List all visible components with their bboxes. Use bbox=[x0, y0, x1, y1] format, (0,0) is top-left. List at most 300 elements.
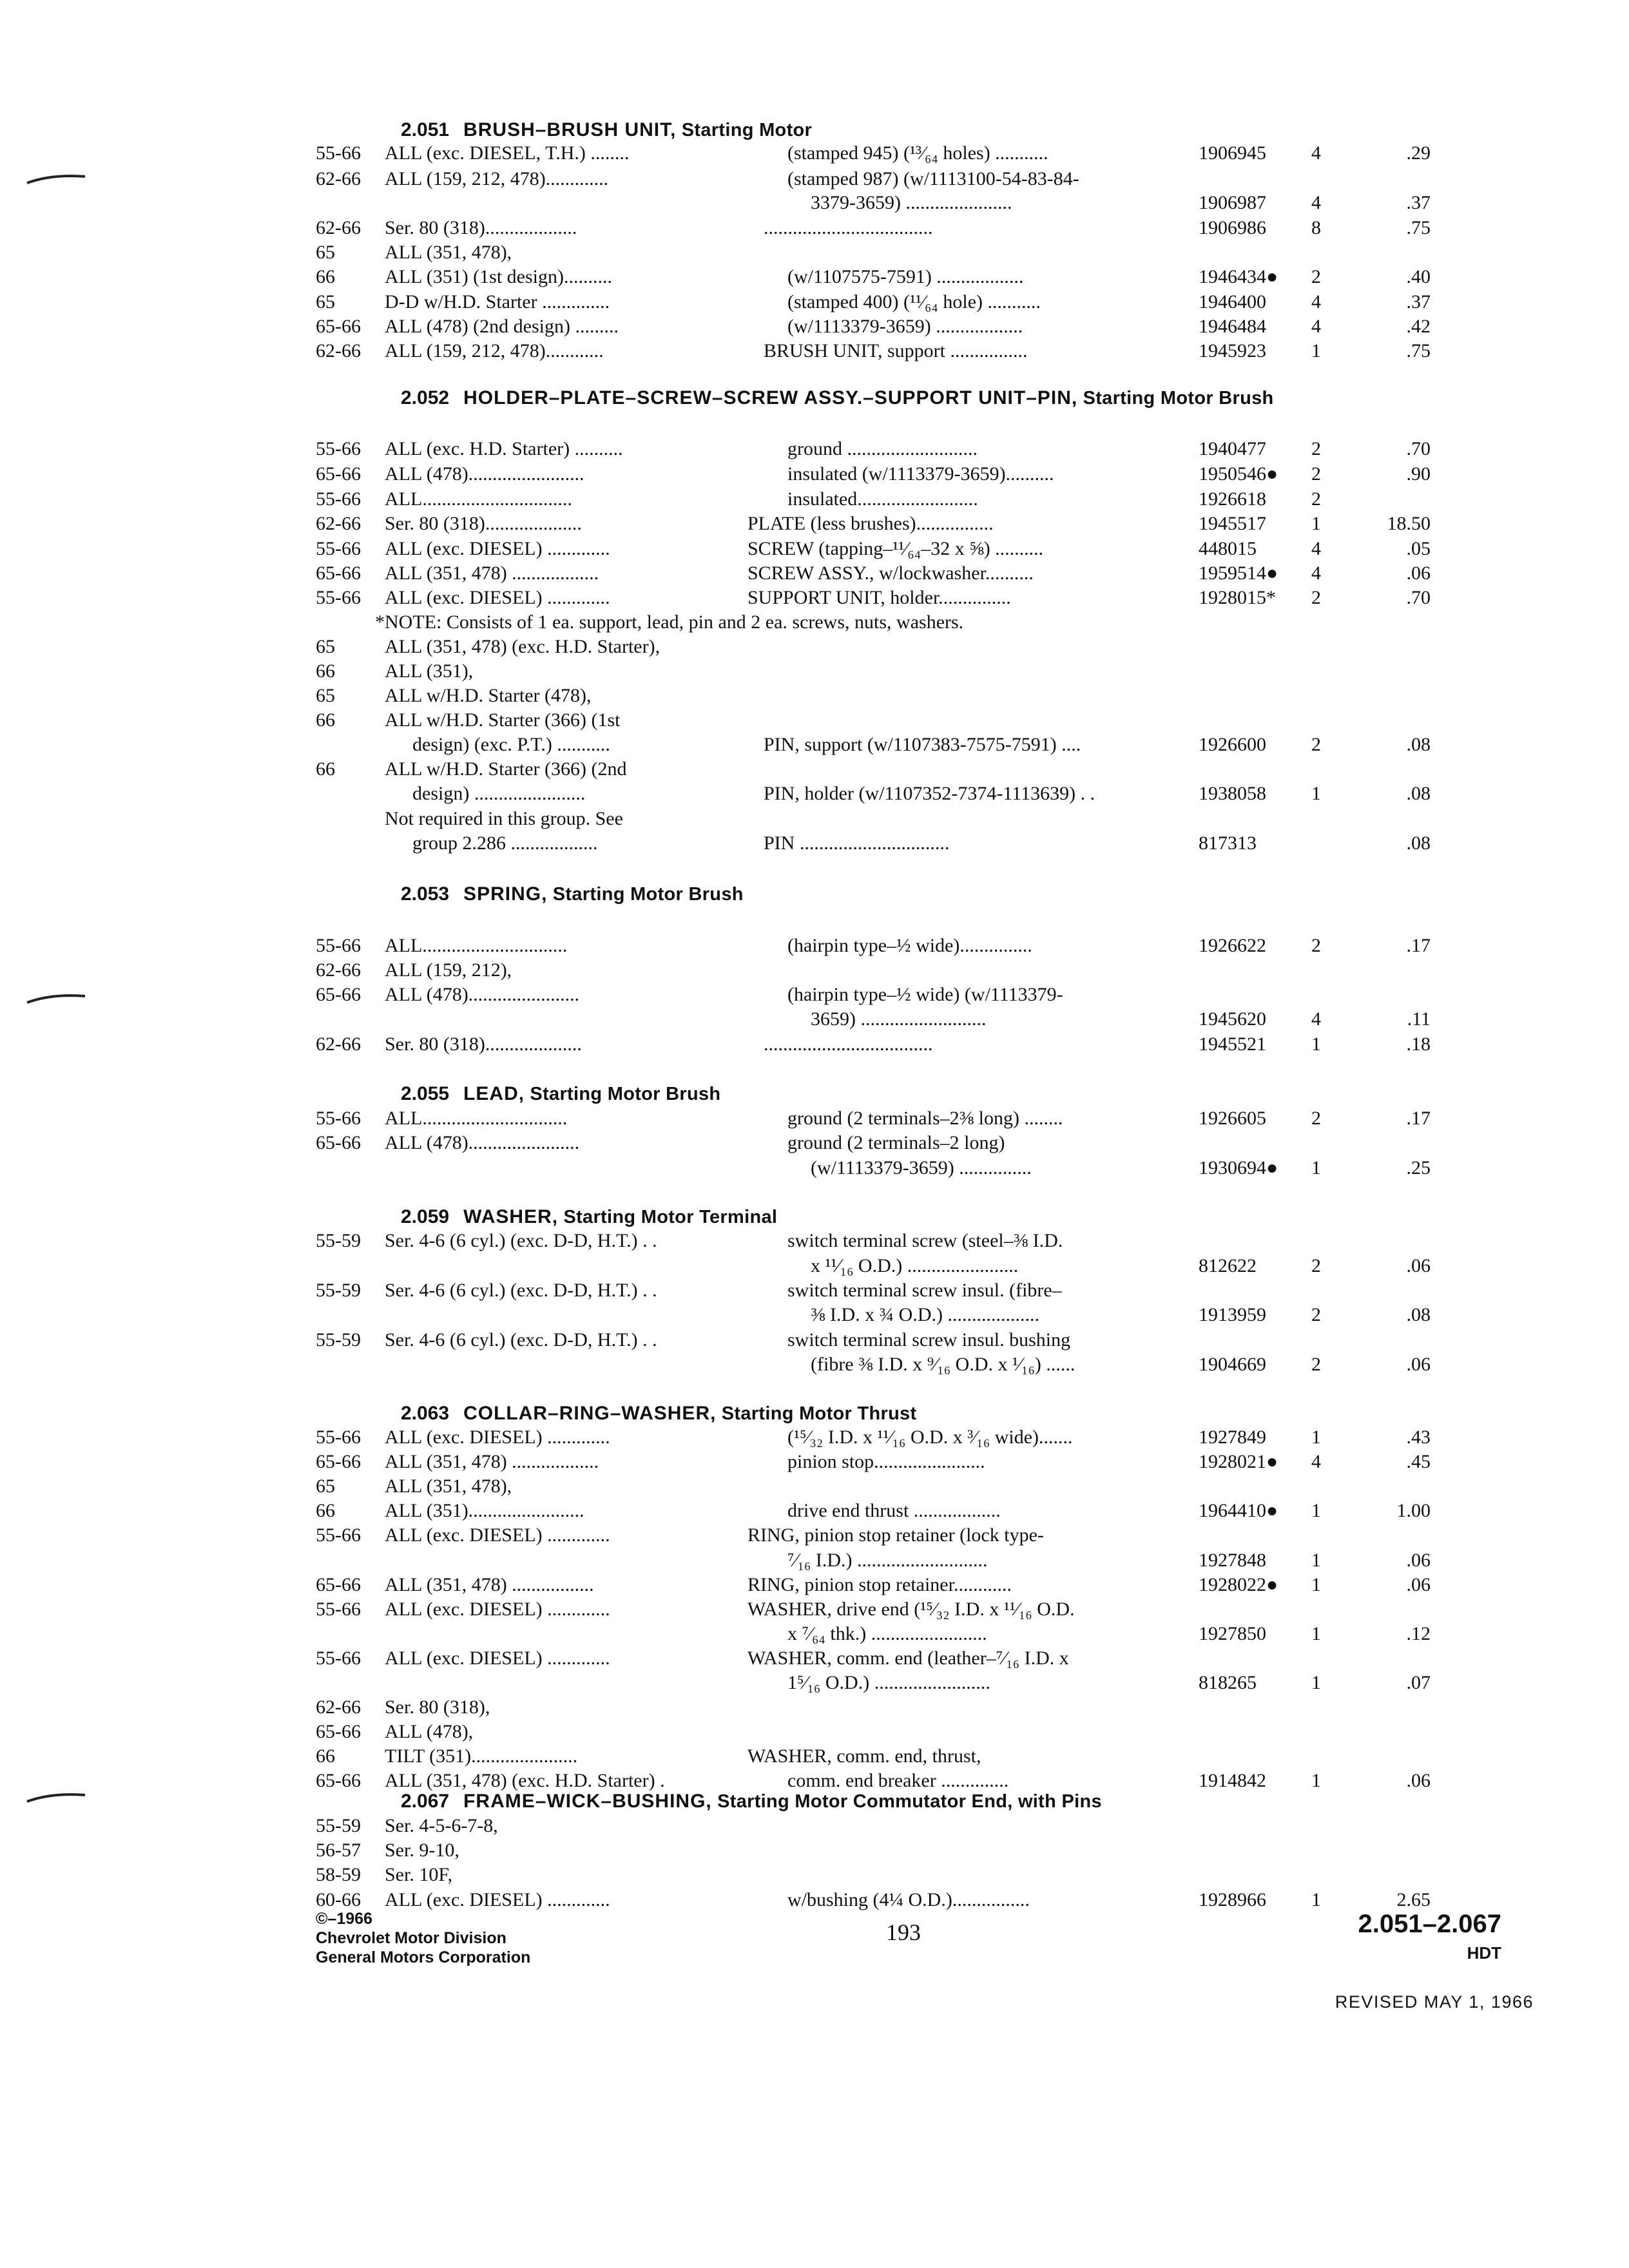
price-cell: .40 bbox=[1406, 266, 1431, 287]
description-cell: SUPPORT UNIT, holder............... bbox=[747, 587, 1011, 608]
application-cell: ALL.............................. bbox=[385, 1108, 568, 1129]
quantity-cell: 4 bbox=[1311, 538, 1321, 559]
parts-row bbox=[0, 1597, 1629, 1622]
description-cell: (w/1113379-3659) .................. bbox=[787, 316, 1023, 337]
year-cell: 62-66 bbox=[316, 513, 361, 534]
description-cell: PIN, support (w/1107383-7575-7591) .... bbox=[764, 734, 1081, 755]
year-cell: 65-66 bbox=[316, 1451, 361, 1472]
parts-row bbox=[0, 1006, 1629, 1032]
group-subtitle: Starting Motor Brush bbox=[1083, 388, 1274, 408]
price-cell: .05 bbox=[1406, 538, 1431, 559]
part-number-cell: 1927849 bbox=[1199, 1427, 1266, 1448]
application-cell: ALL w/H.D. Starter (478), bbox=[385, 685, 592, 706]
part-number-cell: 1946434● bbox=[1199, 266, 1278, 287]
application-cell: ALL w/H.D. Starter (366) (2nd bbox=[385, 758, 627, 780]
price-cell: .18 bbox=[1406, 1033, 1431, 1055]
year-cell: 65 bbox=[316, 291, 335, 312]
group-number: 2.063 bbox=[401, 1403, 450, 1424]
parts-row bbox=[0, 1695, 1629, 1720]
description-cell: switch terminal screw insul. bushing bbox=[787, 1329, 1071, 1350]
application-cell: Ser. 4-6 (6 cyl.) (exc. D-D, H.T.) . . bbox=[385, 1329, 657, 1350]
description-cell: switch terminal screw (steel–⅜ I.D. bbox=[787, 1230, 1063, 1251]
part-number-cell: 1930694● bbox=[1199, 1157, 1278, 1178]
price-cell: .11 bbox=[1407, 1008, 1431, 1030]
parts-row bbox=[0, 1327, 1629, 1353]
price-cell: .08 bbox=[1406, 1304, 1431, 1325]
price-cell: .45 bbox=[1406, 1451, 1431, 1472]
price-cell: .08 bbox=[1406, 734, 1431, 755]
parts-row bbox=[0, 486, 1629, 512]
description-cell: x ¹¹⁄₁₆ O.D.) ....................... bbox=[811, 1255, 1019, 1276]
year-cell: 55-66 bbox=[316, 1524, 361, 1546]
quantity-cell: 1 bbox=[1311, 1033, 1321, 1055]
description-cell: ground ........................... bbox=[787, 438, 978, 459]
application-cell: ALL (159, 212), bbox=[385, 959, 512, 981]
parts-row bbox=[0, 140, 1629, 166]
parts-row bbox=[0, 634, 1629, 660]
part-number-cell: 1926605 bbox=[1199, 1108, 1266, 1129]
description-cell: PIN, holder (w/1107352-7374-1113639) . . bbox=[764, 783, 1095, 804]
group-number: 2.051 bbox=[401, 119, 450, 140]
price-cell: .90 bbox=[1406, 463, 1431, 485]
quantity-cell: 8 bbox=[1311, 217, 1321, 238]
quantity-cell: 2 bbox=[1311, 1255, 1321, 1276]
year-cell: 55-66 bbox=[316, 538, 361, 559]
description-cell: (hairpin type–½ wide) (w/1113379- bbox=[787, 984, 1063, 1005]
quantity-cell: 2 bbox=[1311, 266, 1321, 287]
application-cell: ALL (478) (2nd design) ......... bbox=[385, 316, 619, 337]
footer-division: Chevrolet Motor Division bbox=[316, 1929, 506, 1947]
application-cell: ALL (exc. DIESEL) ............. bbox=[385, 1524, 610, 1546]
price-cell: .12 bbox=[1406, 1623, 1431, 1644]
parts-row bbox=[0, 1572, 1629, 1598]
application-cell: Ser. 80 (318).................... bbox=[385, 1033, 582, 1055]
year-cell: 55-66 bbox=[316, 1108, 361, 1129]
revision-date: REVISED MAY 1, 1966 bbox=[1335, 1992, 1534, 2012]
part-number-cell: 1945620 bbox=[1199, 1008, 1266, 1030]
parts-row bbox=[0, 1228, 1629, 1254]
page-number: 193 bbox=[886, 1919, 921, 1945]
quantity-cell: 2 bbox=[1311, 488, 1321, 510]
application-cell: Ser. 80 (318)................... bbox=[385, 217, 577, 238]
part-number-cell: 1906987 bbox=[1199, 192, 1266, 213]
parts-row bbox=[0, 1646, 1629, 1671]
application-cell: ALL (351), bbox=[385, 660, 474, 682]
application-cell: ALL (351, 478) .................. bbox=[385, 1451, 599, 1472]
price-cell: .37 bbox=[1406, 291, 1431, 312]
description-cell: comm. end breaker .............. bbox=[787, 1770, 1009, 1791]
quantity-cell: 2 bbox=[1311, 438, 1321, 459]
year-cell: 65 bbox=[316, 685, 335, 706]
application-cell: Ser. 4-6 (6 cyl.) (exc. D-D, H.T.) . . bbox=[385, 1230, 657, 1251]
price-cell: 18.50 bbox=[1387, 513, 1431, 534]
quantity-cell: 1 bbox=[1311, 1427, 1321, 1448]
description-cell: SCREW ASSY., w/lockwasher.......... bbox=[747, 562, 1034, 584]
parts-row bbox=[0, 1032, 1629, 1057]
parts-row bbox=[0, 536, 1629, 562]
parts-row bbox=[0, 1278, 1629, 1303]
year-cell: 62-66 bbox=[316, 217, 361, 238]
section-header bbox=[401, 880, 744, 908]
year-cell: 65-66 bbox=[316, 1132, 361, 1153]
parts-row bbox=[0, 1425, 1629, 1450]
application-cell: Ser. 4-5-6-7-8, bbox=[385, 1815, 498, 1836]
part-number-cell: 1927848 bbox=[1199, 1550, 1266, 1571]
part-number-cell: 1906945 bbox=[1199, 142, 1266, 164]
application-cell: ALL (351, 478) .................. bbox=[385, 562, 599, 584]
parts-row bbox=[0, 436, 1629, 462]
price-cell: .70 bbox=[1406, 587, 1431, 608]
year-cell: 55-66 bbox=[316, 438, 361, 459]
parts-row bbox=[0, 781, 1629, 807]
year-cell: 66 bbox=[316, 1500, 335, 1521]
application-cell: ALL (351, 478) ................. bbox=[385, 1574, 594, 1595]
description-cell: RING, pinion stop retainer............ bbox=[747, 1574, 1012, 1595]
year-cell: 55-66 bbox=[316, 1648, 361, 1669]
quantity-cell: 2 bbox=[1311, 463, 1321, 485]
parts-row bbox=[0, 982, 1629, 1008]
description-cell: pinion stop....................... bbox=[787, 1451, 985, 1472]
section-header bbox=[401, 1080, 720, 1108]
parts-row bbox=[0, 585, 1629, 611]
group-number: 2.053 bbox=[401, 883, 450, 905]
application-cell: ALL (351, 478) (exc. H.D. Starter), bbox=[385, 636, 660, 657]
part-number-cell: 1940477 bbox=[1199, 438, 1266, 459]
part-number-cell: 1945923 bbox=[1199, 340, 1266, 361]
application-cell: ALL (exc. DIESEL) ............. bbox=[385, 1599, 610, 1620]
part-number-cell: 818265 bbox=[1199, 1672, 1257, 1693]
group-title: HOLDER–PLATE–SCREW–SCREW ASSY.–SUPPORT UNIT–PIN, bbox=[463, 387, 1078, 408]
parts-row bbox=[0, 1862, 1629, 1888]
price-cell: .08 bbox=[1406, 783, 1431, 804]
parts-row bbox=[0, 190, 1629, 216]
parts-row bbox=[0, 1498, 1629, 1524]
price-cell: .25 bbox=[1406, 1157, 1431, 1178]
application-cell: Ser. 80 (318).................... bbox=[385, 513, 582, 534]
year-cell: 66 bbox=[316, 1745, 335, 1767]
description-cell: WASHER, comm. end (leather–⁷⁄₁₆ I.D. x bbox=[747, 1648, 1069, 1669]
group-subtitle: Starting Motor Brush bbox=[530, 1084, 721, 1104]
parts-row bbox=[0, 957, 1629, 983]
price-cell: .06 bbox=[1406, 1354, 1431, 1375]
part-number-cell: 1928966 bbox=[1199, 1889, 1266, 1910]
section-header bbox=[401, 1399, 917, 1428]
price-cell: 1.00 bbox=[1396, 1500, 1431, 1521]
parts-row bbox=[0, 1621, 1629, 1647]
part-number-cell: 1946400 bbox=[1199, 291, 1266, 312]
group-title: COLLAR–RING–WASHER, bbox=[463, 1403, 717, 1424]
quantity-cell: 1 bbox=[1311, 513, 1321, 534]
year-cell: 62-66 bbox=[316, 1033, 361, 1055]
parts-row bbox=[0, 264, 1629, 290]
group-subtitle: Starting Motor Commutator End, with Pins bbox=[717, 1791, 1102, 1812]
quantity-cell: 1 bbox=[1311, 783, 1321, 804]
year-cell: 62-66 bbox=[316, 959, 361, 981]
description-cell: (¹⁵⁄₃₂ I.D. x ¹¹⁄₁₆ O.D. x ³⁄₁₆ wide)....... bbox=[787, 1427, 1073, 1448]
footer-corporation: General Motors Corporation bbox=[316, 1948, 531, 1966]
parts-row bbox=[0, 1838, 1629, 1863]
part-number-cell: 448015 bbox=[1199, 538, 1257, 559]
parts-row bbox=[0, 314, 1629, 340]
group-subtitle: Starting Motor Terminal bbox=[563, 1207, 778, 1227]
year-cell: 55-66 bbox=[316, 587, 361, 608]
parts-row bbox=[0, 1449, 1629, 1475]
application-cell: ALL (351, 478), bbox=[385, 1475, 512, 1497]
section-header bbox=[401, 1203, 777, 1231]
parts-row bbox=[0, 1106, 1629, 1131]
group-title: SPRING, bbox=[463, 883, 548, 905]
application-cell: Not required in this group. See bbox=[385, 808, 623, 829]
application-cell: ALL.............................. bbox=[385, 935, 568, 956]
description-cell: (stamped 987) (w/1113100-54-83-84- bbox=[787, 168, 1079, 189]
price-cell: 2.65 bbox=[1396, 1889, 1431, 1910]
application-cell: ALL (478), bbox=[385, 1721, 474, 1742]
parts-row bbox=[0, 1352, 1629, 1378]
group-subtitle: Starting Motor bbox=[681, 120, 813, 140]
parts-row bbox=[0, 289, 1629, 315]
application-cell: ALL (478)....................... bbox=[385, 984, 580, 1005]
parts-row bbox=[0, 1523, 1629, 1548]
quantity-cell: 1 bbox=[1311, 1672, 1321, 1693]
parts-row bbox=[0, 1130, 1629, 1156]
quantity-cell: 2 bbox=[1311, 935, 1321, 956]
year-cell: 55-59 bbox=[316, 1815, 361, 1836]
application-cell: group 2.286 .................. bbox=[412, 832, 598, 854]
description-cell: ground (2 terminals–2 long) bbox=[787, 1132, 1005, 1153]
part-number-cell: 1914842 bbox=[1199, 1770, 1266, 1791]
description-cell: ⁷⁄₁₆ I.D.) ........................... bbox=[787, 1550, 988, 1571]
parts-row bbox=[0, 1302, 1629, 1328]
description-cell: 1⁵⁄₁₆ O.D.) ........................ bbox=[787, 1672, 990, 1693]
description-cell: RING, pinion stop retainer (lock type- bbox=[747, 1524, 1044, 1546]
quantity-cell: 1 bbox=[1311, 1500, 1321, 1521]
description-cell: 3379-3659) ...................... bbox=[811, 192, 1012, 213]
quantity-cell: 4 bbox=[1311, 562, 1321, 584]
year-cell: 65-66 bbox=[316, 463, 361, 485]
quantity-cell: 2 bbox=[1311, 1354, 1321, 1375]
parts-row bbox=[0, 683, 1629, 709]
description-cell: ⅜ I.D. x ¾ O.D.) ................... bbox=[811, 1304, 1039, 1325]
year-cell: 65-66 bbox=[316, 984, 361, 1005]
section-header bbox=[401, 1787, 1102, 1816]
application-cell: ALL (478)........................ bbox=[385, 463, 584, 485]
part-number-cell: 1913959 bbox=[1199, 1304, 1266, 1325]
group-number: 2.052 bbox=[401, 387, 450, 408]
footer-code: HDT bbox=[1467, 1943, 1501, 1963]
description-cell: WASHER, drive end (¹⁵⁄₃₂ I.D. x ¹¹⁄₁₆ O.D. bbox=[747, 1599, 1075, 1620]
description-cell: w/bushing (4¼ O.D.)................ bbox=[787, 1889, 1030, 1910]
price-cell: .17 bbox=[1406, 1108, 1431, 1129]
year-cell: 56-57 bbox=[316, 1840, 361, 1861]
part-number-cell: 1946484 bbox=[1199, 316, 1266, 337]
part-number-cell: 1945521 bbox=[1199, 1033, 1266, 1055]
application-cell: Ser. 80 (318), bbox=[385, 1696, 490, 1718]
quantity-cell: 1 bbox=[1311, 340, 1321, 361]
description-cell: (hairpin type–½ wide)............... bbox=[787, 935, 1032, 956]
application-cell: design) (exc. P.T.) ........... bbox=[412, 734, 610, 755]
year-cell: 66 bbox=[316, 758, 335, 780]
quantity-cell: 2 bbox=[1311, 587, 1321, 608]
section-header bbox=[401, 384, 1274, 412]
part-number-cell: 1945517 bbox=[1199, 513, 1266, 534]
year-cell: 55-59 bbox=[316, 1329, 361, 1350]
year-cell: 55-59 bbox=[316, 1280, 361, 1301]
quantity-cell: 4 bbox=[1311, 142, 1321, 164]
application-cell: ALL (exc. DIESEL, T.H.) ........ bbox=[385, 142, 630, 164]
parts-row bbox=[0, 1813, 1629, 1839]
year-cell: 66 bbox=[316, 709, 335, 731]
parts-row bbox=[0, 707, 1629, 733]
year-cell: 55-66 bbox=[316, 1599, 361, 1620]
quantity-cell: 1 bbox=[1311, 1623, 1321, 1644]
year-cell: 62-66 bbox=[316, 340, 361, 361]
part-number-cell: 1926622 bbox=[1199, 935, 1266, 956]
group-title: FRAME–WICK–BUSHING, bbox=[463, 1791, 712, 1812]
application-cell: TILT (351)...................... bbox=[385, 1745, 578, 1767]
year-cell: 55-66 bbox=[316, 1427, 361, 1448]
parts-row bbox=[0, 561, 1629, 586]
price-cell: .42 bbox=[1406, 316, 1431, 337]
quantity-cell: 1 bbox=[1311, 1770, 1321, 1791]
year-cell: 65-66 bbox=[316, 1770, 361, 1791]
application-cell: ALL (exc. DIESEL) ............. bbox=[385, 1648, 610, 1669]
quantity-cell: 4 bbox=[1311, 1008, 1321, 1030]
group-number: 2.067 bbox=[401, 1791, 450, 1812]
year-cell: 55-66 bbox=[316, 935, 361, 956]
parts-row bbox=[0, 831, 1629, 856]
application-cell: ALL (351) (1st design).......... bbox=[385, 266, 612, 287]
group-range: 2.051–2.067 bbox=[1358, 1910, 1501, 1938]
part-number-cell: 1928022● bbox=[1199, 1574, 1278, 1595]
price-cell: .17 bbox=[1406, 935, 1431, 956]
application-cell: Ser. 4-6 (6 cyl.) (exc. D-D, H.T.) . . bbox=[385, 1280, 657, 1301]
parts-row bbox=[0, 1670, 1629, 1696]
year-cell: 66 bbox=[316, 660, 335, 682]
price-cell: .37 bbox=[1406, 192, 1431, 213]
parts-row bbox=[0, 1719, 1629, 1745]
year-cell: 58-59 bbox=[316, 1864, 361, 1885]
parts-row bbox=[0, 240, 1629, 265]
part-number-cell: 1959514● bbox=[1199, 562, 1278, 584]
year-cell: 62-66 bbox=[316, 168, 361, 189]
description-cell: ................................... bbox=[764, 1033, 933, 1055]
year-cell: 55-66 bbox=[316, 488, 361, 510]
application-cell: ALL (exc. H.D. Starter) .......... bbox=[385, 438, 623, 459]
note-text: *NOTE: Consists of 1 ea. support, lead, pin and 2 ea. screws, nuts, washers. bbox=[375, 611, 964, 633]
group-subtitle: Starting Motor Thrust bbox=[721, 1403, 917, 1424]
price-cell: .75 bbox=[1406, 217, 1431, 238]
price-cell: .06 bbox=[1406, 1574, 1431, 1595]
price-cell: .75 bbox=[1406, 340, 1431, 361]
part-number-cell: 817313 bbox=[1199, 832, 1257, 854]
parts-row bbox=[0, 215, 1629, 241]
part-number-cell: 1926618 bbox=[1199, 488, 1266, 510]
description-cell: ................................... bbox=[764, 217, 933, 238]
quantity-cell: 4 bbox=[1311, 291, 1321, 312]
group-number: 2.055 bbox=[401, 1083, 450, 1104]
part-number-cell: 1927850 bbox=[1199, 1623, 1266, 1644]
application-cell: ALL............................... bbox=[385, 488, 572, 510]
parts-row bbox=[0, 1887, 1629, 1913]
group-number: 2.059 bbox=[401, 1206, 450, 1227]
part-number-cell: 1938058 bbox=[1199, 783, 1266, 804]
year-cell: 55-66 bbox=[316, 142, 361, 164]
price-cell: .43 bbox=[1406, 1427, 1431, 1448]
description-cell: insulated......................... bbox=[787, 488, 978, 510]
year-cell: 60-66 bbox=[316, 1889, 361, 1910]
price-cell: .06 bbox=[1406, 1255, 1431, 1276]
parts-row bbox=[0, 511, 1629, 537]
part-number-cell: 812622 bbox=[1199, 1255, 1257, 1276]
description-cell: WASHER, comm. end, thrust, bbox=[747, 1745, 981, 1767]
parts-row bbox=[0, 806, 1629, 832]
quantity-cell: 4 bbox=[1311, 316, 1321, 337]
year-cell: 65-66 bbox=[316, 562, 361, 584]
application-cell: ALL (exc. DIESEL) ............. bbox=[385, 538, 610, 559]
year-cell: 66 bbox=[316, 266, 335, 287]
description-cell: x ⁷⁄₆₄ thk.) ........................ bbox=[787, 1623, 987, 1644]
description-cell: (stamped 400) (¹¹⁄₆₄ hole) ........... bbox=[787, 291, 1041, 312]
part-number-cell: 1950546● bbox=[1199, 463, 1278, 485]
description-cell: (w/1107575-7591) .................. bbox=[787, 266, 1024, 287]
parts-row bbox=[0, 933, 1629, 959]
quantity-cell: 1 bbox=[1311, 1157, 1321, 1178]
price-cell: .06 bbox=[1406, 1550, 1431, 1571]
parts-row bbox=[0, 732, 1629, 758]
parts-row bbox=[0, 166, 1629, 192]
year-cell: 65 bbox=[316, 242, 335, 263]
application-cell: Ser. 9-10, bbox=[385, 1840, 459, 1861]
parts-row bbox=[0, 461, 1629, 487]
price-cell: .06 bbox=[1406, 562, 1431, 584]
application-cell: ALL (159, 212, 478)............. bbox=[385, 168, 609, 189]
description-cell: (stamped 945) (¹³⁄₆₄ holes) ........... bbox=[787, 142, 1048, 164]
group-subtitle: Starting Motor Brush bbox=[552, 884, 744, 905]
year-cell: 65-66 bbox=[316, 316, 361, 337]
application-cell: ALL (exc. DIESEL) ............. bbox=[385, 1889, 610, 1910]
year-cell: 65 bbox=[316, 1475, 335, 1497]
parts-row bbox=[0, 1155, 1629, 1181]
parts-row bbox=[0, 338, 1629, 364]
description-cell: drive end thrust .................. bbox=[787, 1500, 1001, 1521]
footer-copyright: ©–1966 bbox=[316, 1910, 372, 1928]
quantity-cell: 2 bbox=[1311, 734, 1321, 755]
description-cell: SCREW (tapping–¹¹⁄₆₄–32 x ⅝) .......... bbox=[747, 538, 1044, 559]
quantity-cell: 2 bbox=[1311, 1304, 1321, 1325]
application-cell: ALL (351)........................ bbox=[385, 1500, 584, 1521]
quantity-cell: 1 bbox=[1311, 1574, 1321, 1595]
application-cell: ALL (351, 478), bbox=[385, 242, 512, 263]
parts-row bbox=[0, 1744, 1629, 1769]
description-cell: BRUSH UNIT, support ................ bbox=[764, 340, 1028, 361]
year-cell: 55-59 bbox=[316, 1230, 361, 1251]
year-cell: 65 bbox=[316, 636, 335, 657]
price-cell: .06 bbox=[1406, 1770, 1431, 1791]
part-number-cell: 1928021● bbox=[1199, 1451, 1278, 1472]
group-title: WASHER, bbox=[463, 1206, 559, 1227]
application-cell: ALL (478)....................... bbox=[385, 1132, 580, 1153]
quantity-cell: 4 bbox=[1311, 192, 1321, 213]
parts-row bbox=[0, 1548, 1629, 1573]
note-row bbox=[0, 610, 1629, 635]
application-cell: ALL (exc. DIESEL) ............. bbox=[385, 587, 610, 608]
parts-row bbox=[0, 1474, 1629, 1499]
part-number-cell: 1926600 bbox=[1199, 734, 1266, 755]
parts-row bbox=[0, 1253, 1629, 1279]
description-cell: insulated (w/1113379-3659).......... bbox=[787, 463, 1054, 485]
price-cell: .07 bbox=[1406, 1672, 1431, 1693]
application-cell: ALL (351, 478) (exc. H.D. Starter) . bbox=[385, 1770, 665, 1791]
